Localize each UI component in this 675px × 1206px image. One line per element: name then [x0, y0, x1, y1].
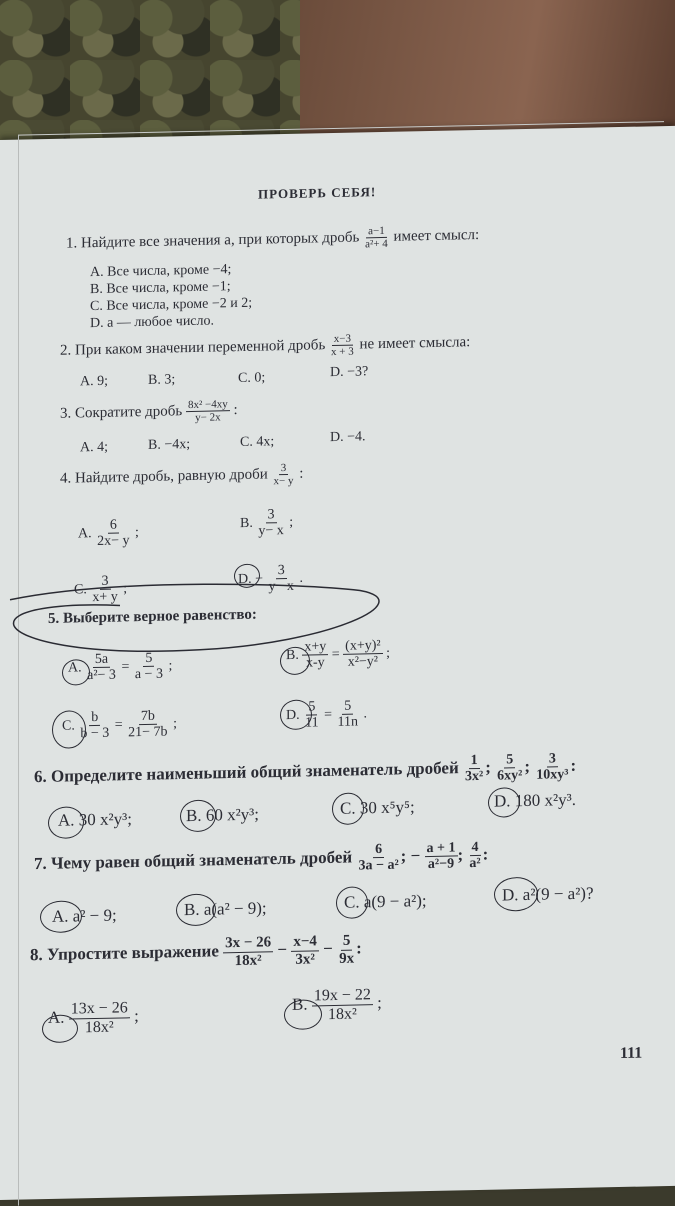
q3-option-d: D. −4.: [330, 429, 366, 446]
question-6-fraction-2: [495, 752, 524, 784]
option-fraction-right: [336, 698, 360, 730]
fraction-numerator: b: [91, 709, 99, 726]
option-end: ;: [135, 525, 139, 541]
question-6-fraction-1: [463, 753, 485, 785]
fraction-numerator: 8x² −4xy: [187, 398, 228, 412]
option-fraction-left: [85, 652, 118, 684]
question-8-tail: :: [356, 938, 362, 958]
fraction-denominator: a − 3: [134, 666, 163, 683]
separator: ;: [457, 845, 464, 865]
option-end: ;: [289, 514, 294, 531]
q7-option-b: B. a(a² − 9);: [184, 898, 267, 920]
question-2: [60, 330, 470, 364]
fraction-numerator: 5: [342, 932, 351, 949]
pen-circle-mark: [332, 792, 364, 825]
fraction-numerator: 3: [267, 507, 275, 523]
page-heading: ПРОВЕРЬ СЕБЯ!: [258, 184, 377, 202]
page-content: [0, 126, 675, 1200]
q6-option-d: D. 180 x²y³.: [494, 789, 576, 811]
fraction-denominator: x+ y: [92, 589, 118, 606]
fraction-denominator: 11: [305, 715, 319, 731]
option-label: D.: [286, 707, 300, 724]
option-end: .: [363, 706, 367, 722]
fraction-numerator: 4: [471, 839, 479, 856]
pen-circle-mark: [42, 1014, 78, 1043]
fraction-numerator: 5: [344, 698, 352, 714]
fraction-denominator: b − 3: [80, 726, 110, 742]
q1-option-a: A. Все числа, кроме −4;: [90, 262, 232, 281]
question-7-fraction-2: [425, 840, 458, 872]
option-fraction-right: [126, 708, 169, 741]
question-8-fraction-1: [223, 934, 273, 969]
fraction-numerator: 3: [101, 573, 109, 589]
question-5-text: 5. Выберите верное равенство:: [48, 606, 257, 627]
textbook-page: [0, 126, 675, 1200]
question-2-text: 2. При каком значении переменной дробь: [60, 337, 326, 359]
question-4: [60, 462, 303, 492]
fraction-denominator: y− x: [268, 579, 294, 595]
question-7-text: 7. Чему равен общий знаменатель дробей: [34, 847, 353, 874]
question-3-fraction: [186, 398, 230, 424]
question-8-fraction-3: [337, 933, 356, 967]
fraction-denominator: a²+ 4: [365, 237, 388, 251]
question-6-text: 6. Определите наименьший общий знаменатель дробей: [34, 758, 459, 787]
question-1-text: 1. Найдите все значения a, при которых дробь: [66, 229, 360, 252]
option-label: A.: [48, 1007, 65, 1027]
question-3-tail: :: [233, 402, 238, 419]
question-7-fraction-3: [467, 840, 482, 872]
option-label: B.: [292, 994, 308, 1014]
fraction-denominator: a²− 3: [87, 667, 116, 684]
option-end: ;: [386, 645, 390, 662]
q2-option-d: D. −3?: [330, 364, 369, 381]
option-label: A.: [78, 526, 92, 542]
question-1-fraction: [363, 225, 390, 251]
option-label: D.: [238, 571, 252, 588]
q4-option-a: [78, 517, 139, 550]
fraction-denominator: x + 3: [331, 345, 354, 359]
equals-sign: =: [114, 717, 123, 733]
option-fraction: [69, 999, 130, 1036]
fraction-numerator: 6: [375, 841, 383, 858]
question-6: 6. Определите наименьший общий знаменатель дробей $\frac{1}{\text{3x²}}$ ; $\frac{5}{\text{6xy²}}$ ; $\frac{3}{\text{10xy³}}$ :: [34, 751, 577, 787]
option-end: ;: [123, 581, 128, 597]
q7-option-c: C. a(9 − a²);: [344, 891, 427, 912]
equals-sign: =: [121, 659, 130, 675]
fraction-denominator: x²−y²: [347, 654, 379, 671]
option-label: B.: [286, 647, 299, 664]
question-6-fraction-3: [534, 751, 570, 784]
q1-option-c: C. Все числа, кроме −2 и 2;: [90, 295, 253, 315]
fraction-numerator: (x+y)²: [345, 638, 381, 654]
question-3: [60, 398, 238, 427]
fraction-numerator: 3: [280, 462, 287, 475]
fraction-denominator: a²−9: [427, 856, 455, 873]
q7-option-d: D. a²(9 − a²)?: [502, 883, 594, 905]
fraction-numerator: a−1: [368, 224, 385, 238]
question-4-fraction: [272, 462, 296, 488]
option-end: ;: [377, 993, 382, 1013]
q6-option-b: B. 60 x²y³;: [186, 804, 260, 826]
question-8-text: 8. Упростите выражение: [30, 941, 219, 965]
question-7-fraction-1: [356, 842, 400, 875]
q3-option-a: A. 4;: [80, 439, 108, 456]
q7-option-a: A. a² − 9;: [52, 905, 117, 926]
option-fraction-right: [343, 638, 382, 671]
pen-circle-mark: [52, 710, 86, 749]
q1-option-d: D. a — любое число.: [90, 313, 215, 332]
fraction-denominator: 18x²: [84, 1018, 114, 1036]
option-end: ;: [168, 658, 173, 674]
fraction-denominator: 2x− y: [97, 533, 130, 550]
fraction-denominator: a²: [469, 856, 481, 872]
fraction-numerator: x−4: [293, 933, 317, 950]
pen-circle-mark: [494, 877, 538, 912]
question-8: [30, 932, 362, 973]
pen-circle-mark: [488, 787, 520, 818]
page-number: 111: [620, 1044, 643, 1063]
fraction-denominator: 11n: [337, 714, 358, 731]
q2-option-c: C. 0;: [238, 370, 266, 387]
fraction-denominator: x-y: [305, 655, 325, 671]
fraction-denominator: 6xy²: [497, 768, 523, 784]
pen-circle-mark: [336, 886, 368, 919]
fraction-numerator: 3x − 26: [225, 934, 272, 952]
fraction-numerator: 5: [506, 752, 514, 768]
option-label: C.: [74, 582, 87, 598]
fraction-numerator: 1: [470, 752, 478, 769]
q6-option-a: A. 30 x²y³;: [58, 809, 132, 830]
pen-circle-mark: [176, 893, 216, 926]
option-fraction: [256, 507, 285, 539]
question-4-text: 4. Найдите дробь, равную дроби: [60, 466, 268, 487]
pen-circle-mark: [284, 999, 322, 1030]
pen-circle-mark: [40, 900, 82, 933]
option-sign: −: [255, 571, 264, 587]
pen-circle-mark: [180, 799, 216, 832]
option-label: B.: [240, 515, 253, 532]
q3-option-b: B. −4x;: [148, 437, 191, 453]
fraction-denominator: 10xy³: [536, 767, 569, 784]
fraction-denominator: x− y: [273, 474, 294, 488]
fraction-denominator: 3x²: [465, 769, 484, 785]
equals-sign: =: [324, 707, 333, 723]
question-3-text: 3. Сократите дробь: [60, 403, 183, 422]
option-end: ;: [134, 1006, 139, 1026]
question-1-tail: имеет смысл:: [393, 226, 480, 245]
question-4-tail: :: [299, 465, 304, 482]
fraction-denominator: y− 2x: [195, 411, 221, 425]
q6-option-c: C. 30 x⁵y⁵;: [340, 797, 415, 818]
fraction-numerator: 3: [277, 563, 285, 579]
question-1: [66, 223, 479, 257]
q2-option-b: B. 3;: [148, 372, 176, 388]
option-label: A.: [68, 660, 82, 676]
q3-option-c: C. 4x;: [240, 434, 275, 450]
fraction-numerator: 13x − 26: [70, 999, 128, 1018]
fraction-numerator: x+y: [304, 639, 327, 655]
fraction-numerator: x−3: [333, 332, 352, 346]
q2-option-a: A. 9;: [80, 373, 108, 390]
fraction-denominator: 3x²: [295, 950, 315, 968]
option-end: .: [299, 570, 303, 586]
fraction-numerator: 7b: [140, 708, 155, 725]
question-7: [34, 840, 488, 881]
option-fraction-right: [133, 651, 165, 683]
fraction-denominator: 9x: [339, 950, 355, 967]
option-label: C.: [62, 718, 75, 734]
equals-sign: =: [331, 646, 340, 663]
question-2-tail: не имеет смысла:: [359, 334, 471, 353]
fraction-numerator: 3: [548, 751, 556, 767]
fraction-numerator: a + 1: [426, 840, 456, 857]
fraction-numerator: 6: [109, 517, 117, 533]
fraction-numerator: 5: [145, 650, 153, 666]
question-7-tail: :: [482, 844, 489, 864]
fraction-numerator: 19x − 22: [313, 986, 371, 1005]
fraction-denominator: y− x: [258, 523, 284, 539]
pen-circle-mark: [48, 806, 84, 839]
fraction-numerator: 5a: [94, 651, 109, 668]
option-fraction: [95, 517, 131, 550]
separator: ; −: [400, 845, 421, 866]
fraction-denominator: 3a − a²: [358, 858, 399, 874]
minus-sign: −: [277, 939, 288, 960]
q4-option-b: [240, 507, 293, 540]
question-2-fraction: [329, 333, 356, 359]
fraction-denominator: 18x²: [234, 952, 262, 969]
fraction-denominator: 21− 7b: [128, 724, 168, 741]
option-end: ;: [173, 716, 177, 732]
minus-sign: −: [323, 938, 333, 959]
q1-option-b: B. Все числа, кроме −1;: [90, 279, 231, 298]
question-8-fraction-2: [291, 933, 319, 968]
fraction-denominator: 18x²: [327, 1005, 357, 1023]
fraction-numerator: 5: [308, 699, 316, 715]
